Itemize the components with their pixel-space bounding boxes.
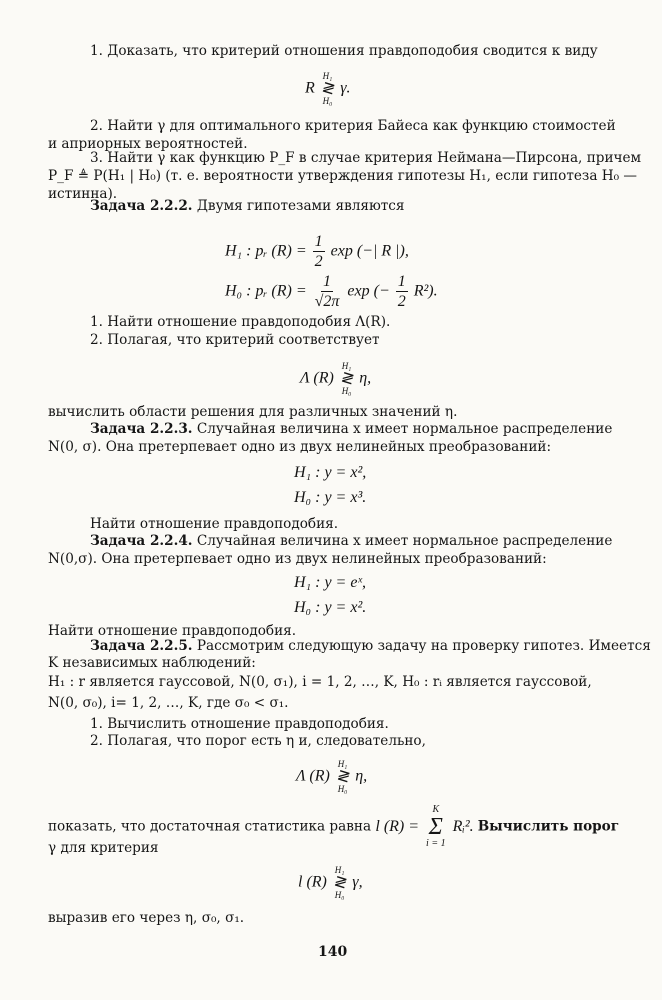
- formula-h1-exp: H₁ : y = eˣ,: [294, 574, 366, 591]
- problem-item-1: 1. Доказать, что критерий отношения правдоподобия сводится к виду: [90, 43, 598, 59]
- problem-2-2-5-intro: Задача 2.2.5. Рассмотрим следующую задачу на проверку гипотез. Имеется: [90, 638, 651, 654]
- formula-h0-transform: H₀ : y = x³.: [294, 489, 367, 506]
- problem-2-2-2-q2: 2. Полагая, что критерий соответствует: [90, 332, 380, 348]
- problem-item-2: 2. Найти γ для оптимального критерия Байеса как функцию стоимостей: [90, 118, 616, 134]
- formula-l-gamma: l (R) H₁ ≷ H₀ γ,: [298, 865, 363, 900]
- formula-h0-density: H₀ : pᵣ (R) = $\frac{1}{√2\pi}$ exp (− $\frac{1}{2}$ R²).: [225, 273, 438, 311]
- problem-item-3-end: истинна).: [48, 186, 118, 202]
- problem-2-2-3-intro: Задача 2.2.3. Случайная величина x имеет нормальное распределение: [90, 421, 613, 437]
- problem-2-2-2-q1: 1. Найти отношение правдоподобия Λ(R).: [90, 314, 391, 330]
- problem-2-2-5-q5: выразив его через η, σ₀, σ₁.: [48, 910, 245, 926]
- problem-2-2-3-q: Найти отношение правдоподобия.: [90, 516, 339, 532]
- problem-2-2-5-q2: 2. Полагая, что порог есть η и, следовательно,: [90, 733, 426, 749]
- problem-2-2-5-q4: γ для критерия: [48, 840, 159, 856]
- problem-item-2-cont: и априорных вероятностей.: [48, 136, 248, 152]
- problem-2-2-4-intro: Задача 2.2.4. Случайная величина x имеет нормальное распределение: [90, 533, 613, 549]
- formula-lambda-eta: Λ (R) H₁ ≷ H₀ η,: [296, 759, 368, 794]
- formula-likelihood-ratio-test: R H₁ ≷ H₀ γ.: [305, 71, 351, 106]
- problem-2-2-3-text: N(0, σ). Она претерпевает одно из двух нелинейных преобразований:: [48, 439, 552, 455]
- problem-2-2-4-text: N(0,σ). Она претерпевает одно из двух нелинейных преобразований:: [48, 551, 547, 567]
- problem-2-2-4-q: Найти отношение правдоподобия.: [48, 623, 297, 639]
- problem-2-2-5-condition: N(0, σ₀), i= 1, 2, …, K, где σ₀ < σ₁.: [48, 695, 289, 711]
- formula-h1-density: H₁ : pᵣ (R) = $\frac{1}{2}$ exp (−| R |),: [225, 233, 409, 271]
- problem-2-2-5-hypotheses: H₁ : r является гауссовой, N(0, σ₁), i = 1, 2, …, K, H₀ : rᵢ является гауссовой,: [48, 674, 592, 690]
- formula-lambda-threshold: Λ (R) H₁ ≷ H₀ η,: [300, 361, 372, 396]
- problem-2-2-5-observations: K независимых наблюдений:: [48, 655, 256, 671]
- page-number: 140: [318, 944, 348, 960]
- problem-item-3-cont: P_F ≜ P(H₁ | H₀) (т. е. вероятности утверждения гипотезы H₁, если гипотеза H₀ —: [48, 168, 637, 184]
- problem-2-2-2-intro: Задача 2.2.2. Двумя гипотезами являются: [90, 198, 405, 214]
- formula-h1-transform: H₁ : y = x²,: [294, 464, 367, 481]
- formula-h0-square: H₀ : y = x².: [294, 599, 367, 616]
- problem-item-3: 3. Найти γ как функцию P_F в случае критерия Неймана—Пирсона, причем: [90, 150, 642, 166]
- problem-2-2-5-q3: показать, что достаточная статистика равна l (R) = K Σ i = 1 Rᵢ². Вычислить порог: [48, 804, 620, 849]
- formula-sufficient-statistic: l (R) = K Σ i = 1 Rᵢ².: [375, 804, 474, 849]
- problem-2-2-5-q1: 1. Вычислить отношение правдоподобия.: [90, 716, 389, 732]
- problem-2-2-2-q3: вычислить области решения для различных значений η.: [48, 404, 458, 420]
